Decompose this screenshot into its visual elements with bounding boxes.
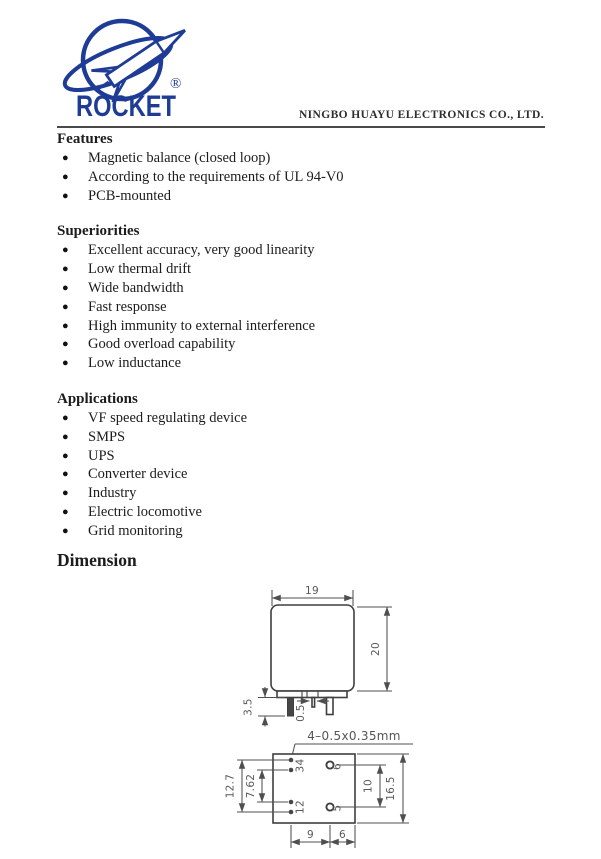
pin-right-side <box>327 698 334 715</box>
dim-bottom-span-label: 9 <box>307 829 314 841</box>
list-item: ● PCB-mounted <box>57 187 545 206</box>
section-title: Features <box>57 131 113 147</box>
list-item: ● Excellent accuracy, very good linearity <box>57 241 545 260</box>
list-item: ● Fast response <box>57 298 545 317</box>
bottom-view <box>225 729 414 848</box>
side-view <box>243 585 393 727</box>
pin-note-label: 4–0.5x0.35mm <box>307 729 401 743</box>
list-item: ● UPS <box>57 447 545 466</box>
rocket-logo <box>56 8 206 122</box>
registered-mark-icon: ® <box>170 76 182 92</box>
logo-brand-text: ROCKET <box>76 90 176 122</box>
list-item: ● Wide bandwidth <box>57 279 545 298</box>
company-name: NINGBO HUAYU ELECTRONICS CO., LTD. <box>298 109 544 121</box>
dim-bottom-edge-label: 6 <box>339 829 346 841</box>
list-item: ● Low inductance <box>57 354 545 373</box>
content-area <box>57 130 545 571</box>
dim-body-height-label: 20 <box>370 642 382 656</box>
dimension-title: Dimension <box>57 549 137 570</box>
section-superiorities <box>57 222 545 373</box>
list-item: ● Grid monitoring <box>57 522 545 541</box>
pin-left-side <box>288 698 294 717</box>
pin-1-dot <box>289 810 294 815</box>
dim-pin-thickness-label: 0.5 <box>295 704 307 722</box>
list-item: ● High immunity to external interference <box>57 317 545 336</box>
list-item: ● Magnetic balance (closed loop) <box>57 149 545 168</box>
list-item: ● VF speed regulating device <box>57 409 545 428</box>
pin-4-dot <box>289 758 294 763</box>
pin-3-dot <box>289 768 294 773</box>
dim-right-outer-label: 16.5 <box>385 776 397 801</box>
pin-34-label: 34 <box>294 758 307 773</box>
list-item: ● Low thermal drift <box>57 260 545 279</box>
pin-6-label: 6 <box>331 763 344 770</box>
component-body-side <box>271 605 354 691</box>
dimension-drawing <box>0 560 601 859</box>
pin-12-label: 12 <box>294 800 307 814</box>
list-item: ● Electric locomotive <box>57 503 545 522</box>
section-title: Superiorities <box>57 223 140 240</box>
dim-left-outer-label: 12.7 <box>224 773 237 799</box>
pin-2-dot <box>289 800 294 805</box>
base-flange <box>277 691 347 698</box>
list-item: ● Good overload capability <box>57 335 545 354</box>
section-applications <box>57 390 545 541</box>
list-item: ● SMPS <box>57 428 545 447</box>
section-features <box>57 130 545 205</box>
list-item: ● According to the requirements of UL 94-V0 <box>57 168 545 187</box>
list-item: ● Industry <box>57 484 545 503</box>
dim-right-inner-label: 10 <box>362 779 375 793</box>
section-title: Applications <box>57 390 138 407</box>
dim-body-width-label: 19 <box>305 585 319 597</box>
list-item: ● Converter device <box>57 465 545 484</box>
dim-left-inner-label: 7.62 <box>245 773 257 799</box>
dim-pin-length-label: 3.5 <box>242 698 255 716</box>
pin-5-label: 5 <box>331 804 344 812</box>
header-divider <box>57 126 545 128</box>
pin-center-stub <box>312 698 315 708</box>
